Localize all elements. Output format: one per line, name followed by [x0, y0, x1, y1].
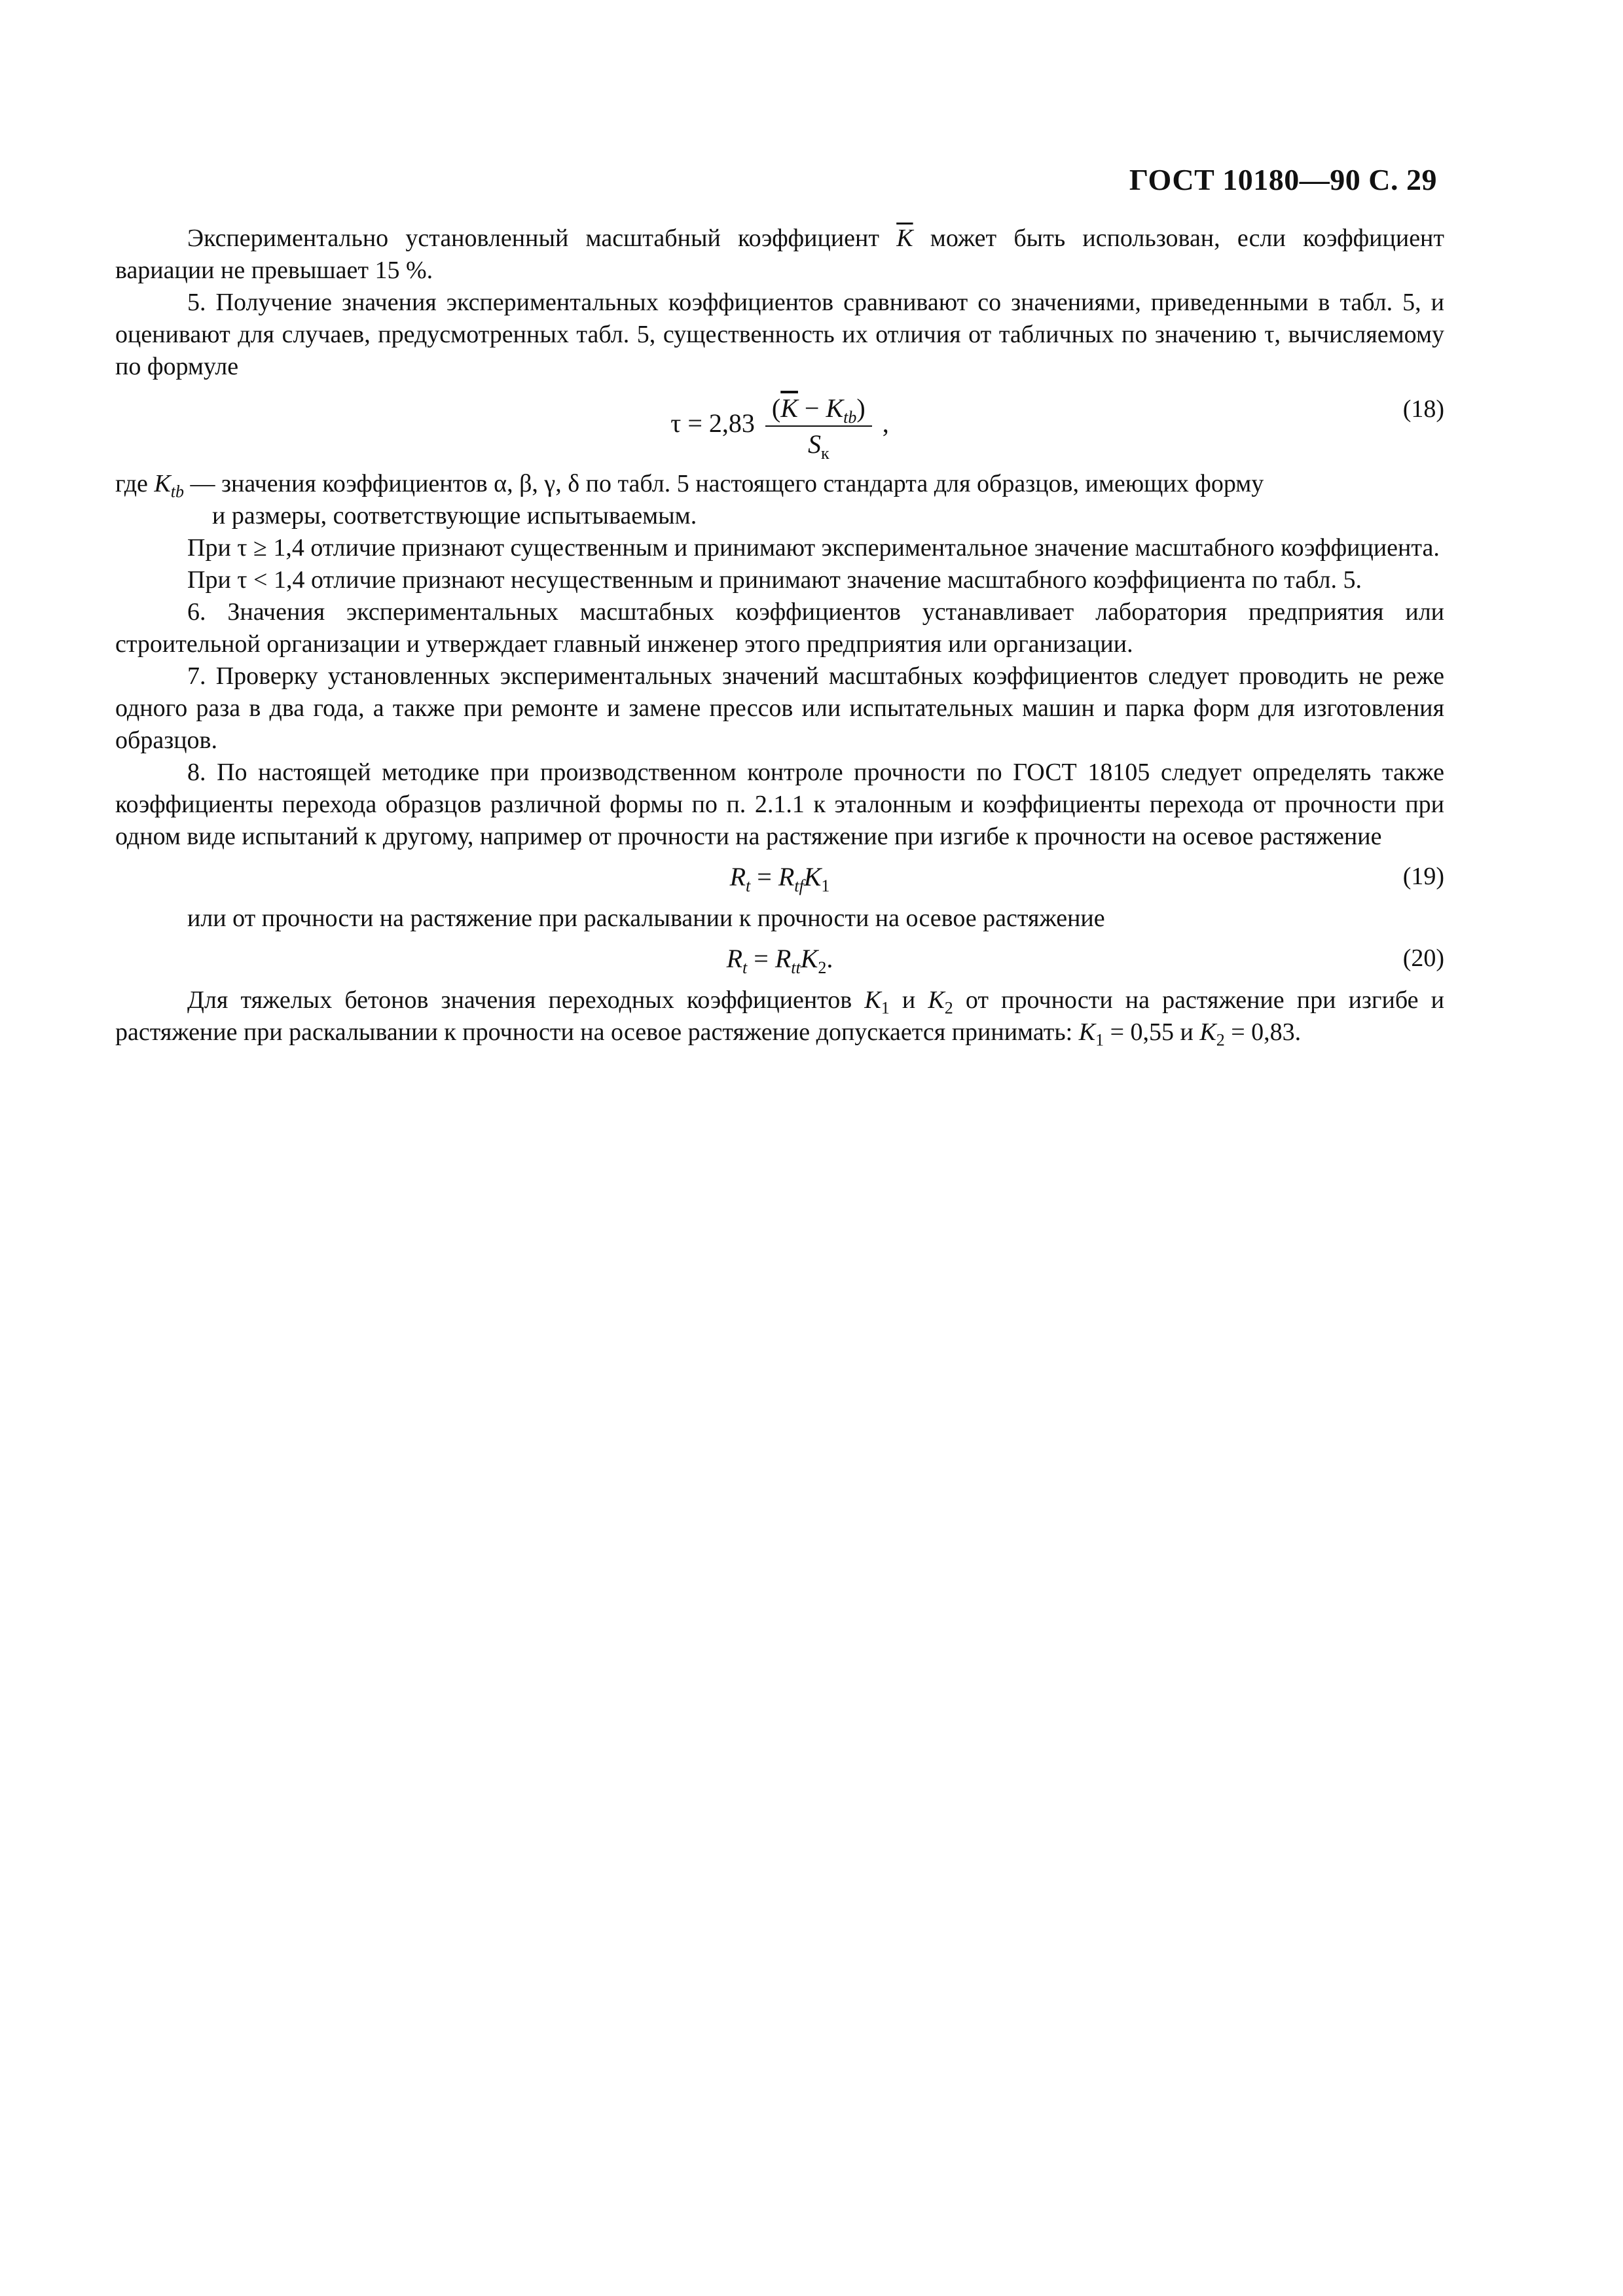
- paragraph-scale-coefficient: [115, 223, 1444, 287]
- paren: (: [771, 393, 781, 423]
- subscript: 1: [821, 876, 830, 895]
- symbol-k: K: [803, 862, 822, 891]
- subscript: 2: [944, 998, 953, 1018]
- text: = 0,83.: [1224, 1018, 1302, 1046]
- subscript: t: [746, 876, 751, 895]
- equals: =: [747, 944, 775, 973]
- text: Для тяжелых бетонов значения переходных коэффициентов: [187, 986, 852, 1014]
- formula-19-expression: [115, 861, 1444, 893]
- comma: ,: [882, 408, 889, 439]
- document-body: [115, 223, 1444, 1049]
- paren: ): [856, 393, 866, 423]
- symbol-r: R: [726, 944, 743, 973]
- symbol-k-bar: $\overline{K}$: [780, 393, 798, 423]
- formula-20-expression: [115, 942, 1444, 975]
- formula-18-where: [115, 468, 1444, 500]
- where-definition: — значения коэффициентов α, β, γ, δ по табл. 5 настоящего стандарта для образцов, имеющих форму: [190, 470, 1264, 497]
- text: Экспериментально установленный масштабный коэффициент: [187, 224, 879, 252]
- paragraph-or: или от прочности на растяжение при раскалывании к прочности на осевое растяжение: [187, 905, 1105, 932]
- subscript: tb: [843, 408, 857, 427]
- formula-20: [115, 940, 1444, 980]
- symbol-r: R: [775, 944, 792, 973]
- minus: −: [797, 393, 826, 423]
- text: и: [889, 986, 928, 1014]
- paragraph-item-6: 6. Значения экспериментальных масштабных коэффициентов устанавливает лаборатория предприятия или строительной организации и утверждает главный инженер этого предприятия или организации.: [115, 598, 1444, 658]
- subscript: к: [821, 444, 830, 463]
- formula-18-expression: [115, 392, 1444, 463]
- subscript: tf: [794, 876, 804, 895]
- symbol-k: K: [928, 986, 945, 1014]
- equals: =: [750, 862, 778, 891]
- symbol-k: K: [1199, 1018, 1216, 1046]
- formula-18-where-continued: и размеры, соответствующие испытываемым.: [212, 502, 697, 529]
- page-header: ГОСТ 10180—90 С. 29: [1129, 163, 1437, 196]
- symbol-k-bar: $\overline{K}$: [896, 224, 913, 252]
- formula-18-numerator: [765, 392, 872, 427]
- formula-19: [115, 858, 1444, 899]
- symbol-k: K: [154, 470, 171, 497]
- paragraph-item-7: 7. Проверку установленных экспериментальных значений масштабных коэффициентов следует проводить не реже одного раза в два года, а также при ремонте и замене прессов или испытательных машин и парка форм для изготовления образцов.: [115, 662, 1444, 754]
- formula-18-lhs: τ = 2,83: [670, 408, 755, 439]
- formula-20-number: (20): [1402, 944, 1444, 972]
- period: .: [826, 944, 833, 973]
- subscript: t: [742, 958, 748, 977]
- formula-18-number: (18): [1402, 395, 1444, 423]
- subscript: tb: [170, 482, 184, 501]
- paragraph-heavy-concrete: [115, 984, 1444, 1049]
- paragraph-item-5: 5. Получение значения экспериментальных коэффициентов сравнивают со значениями, приведенными в табл. 5, и оценивают для случаев, предусмотренных табл. 5, существенность их отличия от табличных по значению τ, вычисляемому по формуле: [115, 289, 1444, 380]
- text: = 0,55 и: [1104, 1018, 1200, 1046]
- paragraph-tau-significant: При τ ≥ 1,4 отличие признают существенным и принимают экспериментальное значение масштабного коэффициента.: [187, 534, 1440, 562]
- subscript: 2: [818, 958, 827, 977]
- text: может быть использован, если коэффициент вариации не превышает 15 %.: [115, 224, 1445, 284]
- subscript: 1: [1095, 1030, 1104, 1050]
- subscript: 1: [881, 998, 890, 1018]
- formula-18-denominator: [765, 427, 872, 463]
- formula-19-number: (19): [1402, 863, 1444, 890]
- symbol-k: K: [826, 393, 844, 423]
- symbol-r: R: [778, 862, 795, 891]
- symbol-k: K: [864, 986, 881, 1014]
- symbol-k: K: [800, 944, 818, 973]
- where-word: где: [115, 470, 148, 497]
- symbol-s: S: [808, 429, 821, 459]
- formula-18-fraction: [765, 392, 872, 463]
- formula-18: [115, 391, 1444, 463]
- text: от прочности на растяжение при изгибе и растяжение при раскалывании к прочности на осевое растяжение допускается принимать:: [115, 986, 1445, 1046]
- symbol-k: K: [1078, 1018, 1096, 1046]
- paragraph-tau-insignificant: При τ < 1,4 отличие признают несущественным и принимают значение масштабного коэффициента по табл. 5.: [187, 566, 1362, 594]
- symbol-r: R: [729, 862, 746, 891]
- subscript: 2: [1216, 1030, 1225, 1050]
- paragraph-item-8: 8. По настоящей методике при производственном контроле прочности по ГОСТ 18105 следует определять также коэффициенты перехода образцов различной формы по п. 2.1.1 к эталонным и коэффициенты перехода от прочности при одном виде испытаний к другому, например от прочности на растяжение при изгибе к прочности на осевое растяжение: [115, 759, 1444, 850]
- subscript: tt: [791, 958, 801, 977]
